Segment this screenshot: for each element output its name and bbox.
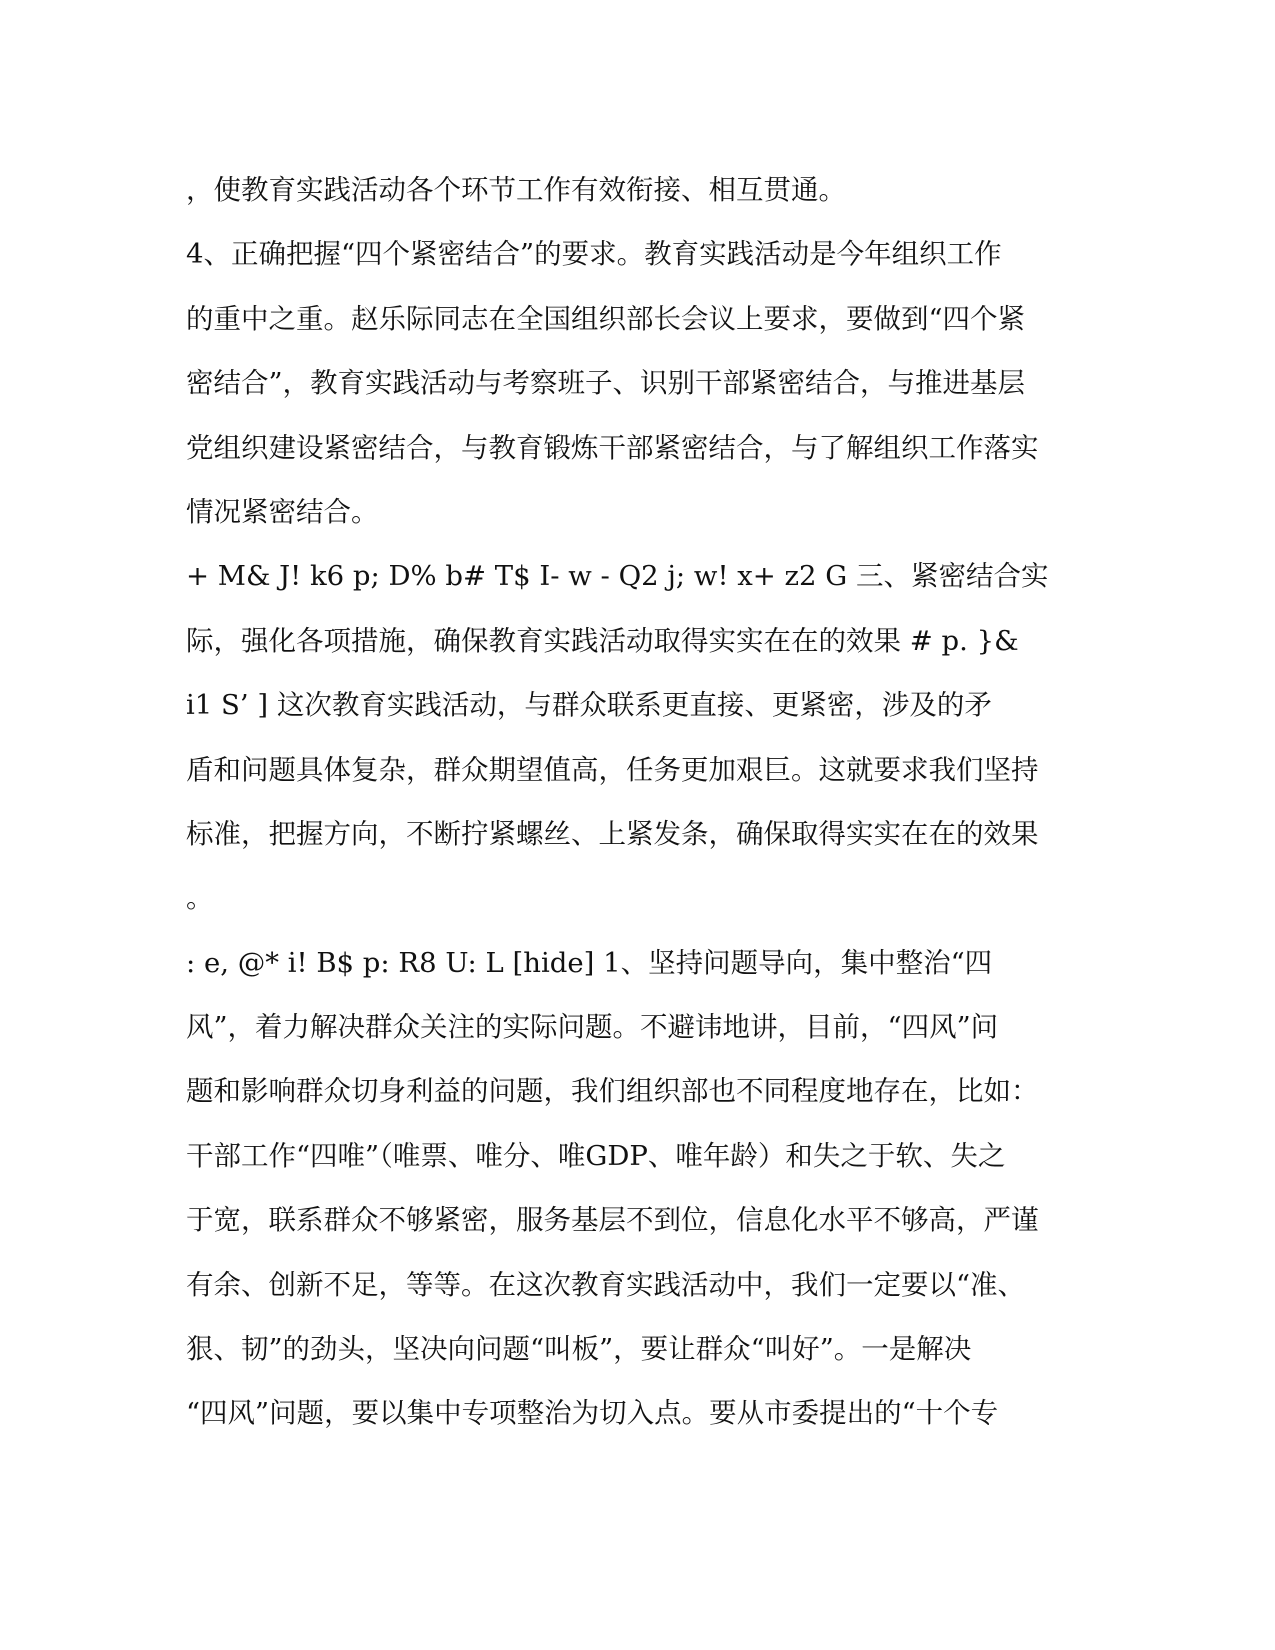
text-line-9: i1 S’ ] 这次教育实践活动，与群众联系更直接、更紧密，涉及的矛 — [186, 689, 992, 722]
text-line-16: 干部工作“四唯”（唯票、唯分、唯GDP、唯年龄）和失之于软、失之 — [186, 1139, 1006, 1172]
text-line-10: 盾和问题具体复杂，群众期望值高，任务更加艰巨。这就要求我们坚持 — [186, 753, 1039, 786]
text-line-13: : e, @* i! B$ p: R8 U: L [hide] 1、坚持问题导向，集中整治“四 — [186, 946, 993, 979]
text-line-15: 题和影响群众切身利益的问题，我们组织部也不同程度地存在，比如： — [186, 1075, 1039, 1108]
body-text — [186, 158, 1086, 1446]
text-line-6: 情况紧密结合。 — [186, 495, 379, 528]
text-line-12: 。 — [186, 882, 214, 915]
text-line-14: 风”，着力解决群众关注的实际问题。不避讳地讲，目前，“四风”问 — [186, 1011, 999, 1044]
text-line-11: 标准，把握方向，不断拧紧螺丝、上紧发条，确保取得实实在在的效果 — [186, 817, 1039, 850]
text-line-2: 4、正确把握“四个紧密结合”的要求。教育实践活动是今年组织工作 — [186, 238, 1002, 271]
text-line-5: 党组织建设紧密结合，与教育锻炼干部紧密结合，与了解组织工作落实 — [186, 431, 1039, 464]
text-line-1: ，使教育实践活动各个环节工作有效衔接、相互贯通。 — [186, 174, 846, 206]
text-line-19: 狠、韧”的劲头，坚决向问题“叫板”，要让群众“叫好”。一是解决 — [186, 1333, 972, 1366]
text-line-17: 于宽，联系群众不够紧密，服务基层不到位，信息化水平不够高，严谨 — [186, 1204, 1039, 1237]
text-line-7: + M& J! k6 p; D% b# T$ I- w - Q2 j; w! x+ z2 G 三、紧密结合实 — [186, 560, 1049, 593]
text-line-3: 的重中之重。赵乐际同志在全国组织部长会议上要求，要做到“四个紧 — [186, 302, 1026, 335]
text-line-4: 密结合”，教育实践活动与考察班子、识别干部紧密结合，与推进基层 — [186, 367, 1026, 400]
text-line-18: 有余、创新不足，等等。在这次教育实践活动中，我们一定要以“准、 — [186, 1268, 1026, 1301]
text-line-20: “四风”问题，要以集中专项整治为切入点。要从市委提出的“十个专 — [186, 1397, 999, 1430]
text-line-8: 际，强化各项措施，确保教育实践活动取得实实在在的效果 # p. }& — [186, 624, 1019, 657]
